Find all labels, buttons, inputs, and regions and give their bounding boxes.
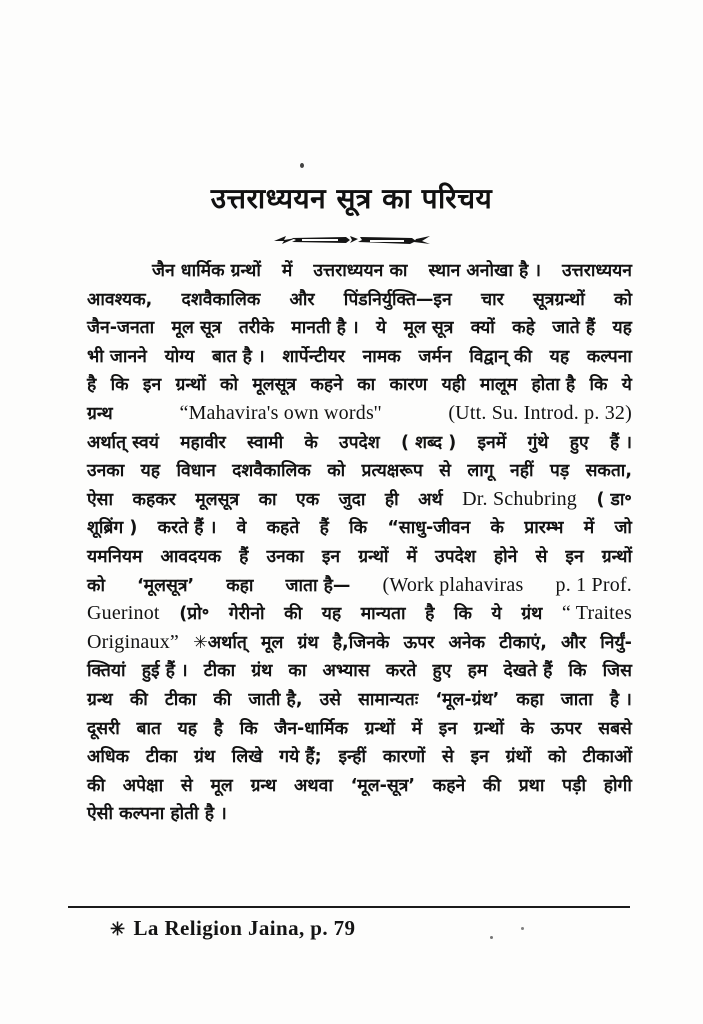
text-fragment: कहते — [266, 518, 300, 539]
text-fragment: है — [213, 718, 224, 739]
text-fragment: है — [425, 604, 435, 625]
text-fragment: मूलसूत्र — [252, 375, 297, 396]
text-line — [87, 458, 632, 487]
text-fragment: वे — [236, 518, 247, 539]
text-fragment: कि — [453, 604, 472, 625]
text-fragment: कि — [349, 518, 368, 539]
latin-fragment: (Work plahaviras — [382, 573, 524, 596]
text-fragment: ये — [621, 375, 632, 396]
text-fragment: और — [561, 632, 587, 653]
text-fragment: ग्रंथ — [251, 661, 273, 682]
text-fragment: से — [439, 461, 452, 482]
text-fragment: जिस — [602, 661, 632, 682]
text-fragment: उनका — [266, 546, 304, 567]
text-fragment: ही — [384, 489, 399, 510]
text-fragment: होगी — [603, 775, 632, 796]
text-line — [87, 544, 632, 573]
text-line — [87, 258, 632, 287]
text-fragment: ग्रन्थों — [364, 718, 395, 739]
text-fragment: हैं — [319, 518, 329, 539]
text-fragment: ऐसी कल्पना होती है । — [87, 804, 227, 825]
text-fragment: की — [87, 775, 105, 796]
text-fragment: निर्युं‌- — [600, 632, 632, 653]
text-fragment: कहे — [512, 318, 535, 339]
text-fragment: मूल — [261, 632, 284, 653]
text-fragment: दशवैकालिक — [232, 461, 311, 482]
text-fragment: जाता है— — [285, 575, 351, 596]
text-fragment: यह — [321, 604, 342, 625]
text-fragment: प्रथा — [518, 775, 545, 796]
text-fragment: का — [258, 489, 277, 510]
text-fragment: ग्रन्थों — [358, 546, 389, 567]
text-fragment: एक — [296, 489, 320, 510]
latin-fragment: (Utt. Su. Introd. p. 32) — [448, 401, 632, 424]
text-fragment: उपदेश — [339, 432, 380, 453]
text-fragment: होता है — [531, 375, 576, 396]
scan-speck — [300, 163, 304, 168]
ornament-divider — [0, 230, 703, 252]
text-fragment: महावीर — [180, 432, 226, 453]
text-line — [87, 801, 632, 830]
text-fragment: हैं — [239, 546, 249, 567]
text-fragment: मान्यता — [360, 604, 406, 625]
text-fragment: कि — [239, 718, 258, 739]
text-fragment: अथवा — [294, 775, 333, 796]
text-fragment: ‘मूल-सूत्र’ — [350, 775, 416, 796]
text-fragment: इन — [321, 546, 341, 567]
text-fragment: अपेक्षा — [122, 775, 164, 796]
text-fragment: इन — [142, 375, 162, 396]
text-fragment: टीकाओं — [582, 747, 632, 768]
text-fragment: ग्रन्थ — [87, 403, 113, 424]
text-fragment: दूसरी — [87, 718, 120, 739]
text-line — [87, 744, 632, 773]
text-fragment: मूल सूत्र — [171, 318, 222, 339]
text-fragment: यह — [177, 718, 198, 739]
text-fragment: उनका — [87, 461, 125, 482]
text-fragment: दशवैकालिक — [181, 289, 261, 310]
text-fragment: यह — [549, 346, 570, 367]
text-fragment: पड़ी — [562, 775, 586, 796]
text-fragment: मूलसूत्र — [195, 489, 240, 510]
text-fragment: का — [357, 375, 376, 396]
text-fragment: ग्रंथ — [521, 604, 543, 625]
text-fragment: क्तियां — [87, 661, 126, 682]
text-fragment: को — [548, 747, 566, 768]
text-fragment: आवश्यक, — [87, 289, 153, 310]
text-fragment: करते — [385, 661, 417, 682]
text-fragment: टीका — [164, 689, 197, 710]
latin-fragment: “ Traites — [561, 602, 632, 625]
text-fragment: से — [441, 747, 454, 768]
text-fragment: ग्रन्थों — [473, 718, 504, 739]
text-fragment: ✳अर्थात् — [193, 632, 247, 653]
text-fragment: इन — [470, 747, 489, 768]
text-fragment: ( डा॰ — [596, 489, 632, 510]
text-fragment: अर्थात् स्वयं — [87, 432, 159, 453]
text-line — [87, 573, 632, 602]
text-fragment: ग्रंथों — [505, 747, 532, 768]
text-fragment: यह — [140, 461, 161, 482]
text-fragment: का — [288, 661, 307, 682]
text-fragment: अधिक — [87, 747, 130, 768]
text-fragment: जैन-जनता — [87, 318, 155, 339]
footnote — [110, 916, 355, 941]
text-fragment: ‘मूल-ग्रंथ’ — [435, 689, 500, 710]
text-fragment: भी जानने — [87, 346, 147, 367]
text-fragment: उपदेश — [435, 546, 476, 567]
text-fragment: प्रारम्भ — [524, 518, 564, 539]
text-fragment: कि — [589, 375, 608, 396]
text-fragment: ( शब्द ) — [401, 432, 457, 453]
text-fragment: टीका — [203, 661, 236, 682]
text-fragment: ये — [375, 318, 387, 339]
text-fragment: को — [87, 575, 105, 596]
text-line — [87, 430, 632, 459]
text-fragment: के — [304, 432, 318, 453]
text-fragment: ग्रन्थ — [87, 689, 113, 710]
text-fragment: सकता, — [585, 461, 632, 482]
text-fragment: की — [129, 689, 148, 710]
text-fragment: ग्रन्थों — [601, 546, 632, 567]
latin-fragment: Originaux” — [87, 630, 179, 653]
text-fragment: हैं । — [609, 432, 632, 453]
latin-fragment: “Mahavira's own words'' — [179, 401, 382, 424]
text-fragment: सामान्यतः — [358, 689, 419, 710]
text-fragment: जाती है, — [248, 689, 303, 710]
text-fragment: “साधु-जीवन — [387, 518, 471, 539]
text-line — [87, 487, 632, 516]
footnote-divider — [68, 906, 630, 908]
text-fragment: ऐसा — [87, 489, 114, 510]
text-fragment: आवदयक — [160, 546, 222, 567]
text-fragment: ग्रन्थ — [250, 775, 277, 796]
text-line — [87, 372, 632, 401]
text-fragment: हुए — [432, 661, 452, 682]
text-line — [87, 315, 632, 344]
text-fragment: कहा — [516, 689, 544, 710]
text-line — [87, 716, 632, 745]
text-line — [87, 287, 632, 316]
text-fragment: उसे — [319, 689, 341, 710]
text-fragment: देखते हैं — [503, 661, 553, 682]
text-fragment: में — [406, 546, 417, 567]
text-fragment: मूल — [210, 775, 233, 796]
text-fragment: ऊपर — [550, 718, 582, 739]
text-fragment: अर्थ — [418, 489, 443, 510]
text-fragment: में — [281, 261, 293, 281]
latin-fragment: Guerinot — [87, 602, 160, 625]
text-fragment: कारणों — [382, 747, 426, 768]
text-fragment: क्यों — [470, 318, 495, 339]
text-fragment: मूल सूत्र — [403, 318, 454, 339]
text-fragment: उत्तराध्ययन — [562, 261, 632, 281]
text-fragment: यही — [441, 375, 466, 396]
page-title: उत्तराध्ययन सूत्र का परिचय — [210, 182, 493, 215]
text-fragment: में — [583, 518, 595, 539]
text-line — [87, 344, 632, 373]
text-fragment: जुदा — [338, 489, 366, 510]
text-fragment: जैन-धार्मिक — [274, 718, 349, 739]
text-fragment: जाता — [560, 689, 593, 710]
text-fragment: लागू — [467, 461, 494, 482]
latin-fragment: p. 1 Prof. — [555, 573, 632, 596]
text-fragment: इन्हीं — [338, 747, 367, 768]
text-line — [87, 601, 632, 630]
text-fragment: कारण — [389, 375, 428, 396]
text-line — [87, 687, 632, 716]
text-fragment: जो — [614, 518, 632, 539]
text-fragment: तरीके — [238, 318, 274, 339]
text-fragment: कि — [110, 375, 129, 396]
text-fragment: है । — [609, 689, 632, 710]
scan-speck — [521, 927, 524, 930]
text-fragment: टीका — [145, 747, 178, 768]
text-fragment: के — [490, 518, 504, 539]
text-fragment: कहकर — [132, 489, 176, 510]
text-fragment: ग्रंथ — [193, 747, 216, 768]
text-fragment: उत्तराध्ययन का — [313, 261, 408, 281]
text-fragment: मानती है । — [291, 318, 359, 339]
text-fragment: बात — [136, 718, 161, 739]
text-fragment: है — [87, 375, 97, 396]
text-fragment: से — [180, 775, 193, 796]
text-line — [87, 773, 632, 802]
text-fragment: (प्रो॰ — [179, 604, 210, 625]
text-fragment: अभ्यास — [322, 661, 370, 682]
text-fragment: टीकाएं, — [499, 632, 547, 653]
text-fragment: स्थान अनोखा है । — [428, 261, 541, 281]
text-fragment: में — [411, 718, 423, 739]
text-fragment: कहने — [310, 375, 343, 396]
text-fragment: चार — [480, 289, 504, 310]
text-fragment: अनेक — [448, 632, 486, 653]
text-fragment: मालूम — [479, 375, 518, 396]
text-fragment: सूत्रग्रन्थों — [533, 289, 585, 310]
text-fragment: कहा — [226, 575, 254, 596]
text-fragment: लिखे — [231, 747, 263, 768]
double-dart-flourish-icon — [272, 230, 432, 250]
body-text — [87, 258, 632, 830]
text-fragment: से — [535, 546, 548, 567]
text-fragment: कल्पना — [586, 346, 632, 367]
text-fragment: ग्रंथ — [297, 632, 319, 653]
text-fragment: को — [220, 375, 239, 396]
text-fragment: की — [482, 775, 501, 796]
text-fragment: पिंडनिर्युक्ति—इन — [343, 289, 452, 310]
text-fragment: है,जिनके — [332, 632, 390, 653]
text-line — [87, 515, 632, 544]
text-fragment: होने — [493, 546, 518, 567]
text-fragment: इनमें — [477, 432, 507, 453]
text-fragment: विद्वान् की — [469, 346, 532, 367]
text-fragment: के — [520, 718, 535, 739]
text-fragment: नामक — [362, 346, 401, 367]
text-fragment: पड़ — [549, 461, 570, 482]
text-fragment: की — [213, 689, 232, 710]
text-fragment: जाते हैं — [552, 318, 596, 339]
text-fragment: सबसे — [598, 718, 632, 739]
text-fragment: ‘मूलसूत्र’ — [137, 575, 195, 596]
text-fragment: को — [614, 289, 632, 310]
text-fragment: इन — [565, 546, 584, 567]
text-fragment: नहीं — [509, 461, 534, 482]
scan-speck — [490, 936, 493, 939]
text-fragment: ऊपर — [403, 632, 435, 653]
text-fragment: जैन धार्मिक ग्रन्थों — [152, 261, 261, 281]
title-block — [0, 182, 703, 216]
text-fragment: गुंथे — [527, 432, 549, 453]
text-fragment: कहने — [432, 775, 466, 796]
text-line — [87, 658, 632, 687]
text-fragment: गेरीनो — [228, 604, 265, 625]
text-fragment: स्वामी — [247, 432, 284, 453]
text-fragment: हुए — [569, 432, 589, 453]
latin-fragment: Dr. Schubring — [462, 487, 577, 510]
text-fragment: यमनियम — [87, 546, 143, 567]
text-fragment: बात है । — [212, 346, 265, 367]
footnote-text: La Religion Jaina, p. 79 — [133, 916, 356, 940]
text-line — [87, 630, 632, 659]
text-fragment: जर्मन — [418, 346, 452, 367]
text-fragment: हम — [467, 661, 488, 682]
text-fragment: ये — [491, 604, 502, 625]
text-fragment: शार्पेन्टीयर — [282, 346, 345, 367]
text-fragment: और — [289, 289, 315, 310]
text-fragment: हुई हैं । — [141, 661, 188, 682]
footnote-asterisk-icon: ✳ — [110, 919, 126, 939]
text-fragment: इन — [438, 718, 458, 739]
text-fragment: गये हैं; — [279, 747, 322, 768]
text-fragment: प्रत्यक्षरूप — [361, 461, 423, 482]
text-fragment: को — [327, 461, 346, 482]
text-fragment: यह — [612, 318, 632, 339]
text-fragment: ग्रन्थों — [175, 375, 206, 396]
text-fragment: योग्य — [164, 346, 195, 367]
text-fragment: की — [284, 604, 303, 625]
text-fragment: कि — [568, 661, 587, 682]
text-fragment: शूब्रिंग ) — [87, 518, 138, 539]
text-fragment: करते हैं । — [157, 518, 217, 539]
text-fragment: विधान — [176, 461, 216, 482]
text-line — [87, 401, 632, 430]
